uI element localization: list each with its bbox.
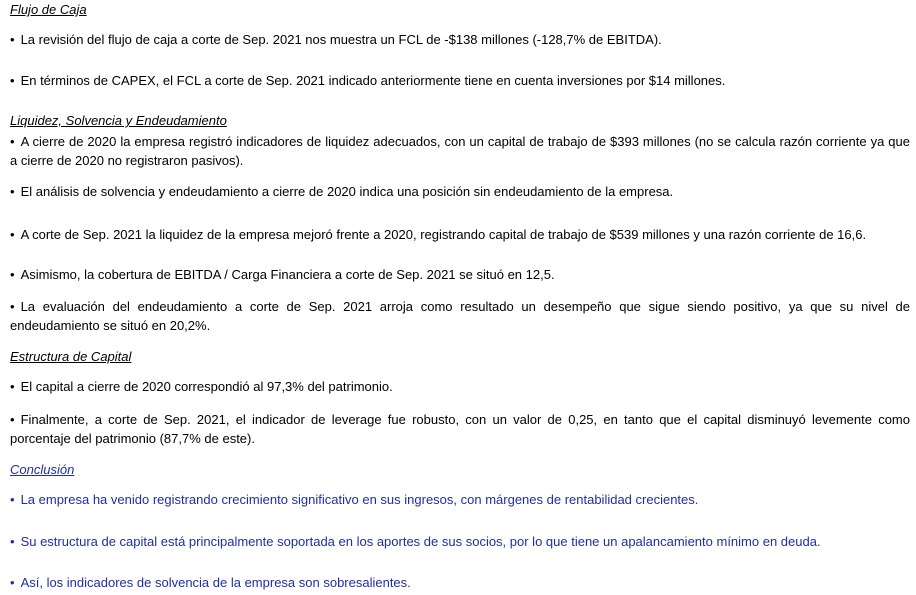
paragraph-liquidez-3 [10, 225, 910, 244]
bullet-marker: • [10, 73, 15, 88]
bullet-marker: • [10, 379, 15, 394]
paragraph-text: La evaluación del endeudamiento a corte de Sep. 2021 arroja como resultado un desempeño que sigue siendo positivo, ya que su nivel de endeudamiento se situó en 20,2%. [10, 299, 910, 333]
bullet-marker: • [10, 492, 15, 507]
paragraph-estructura-1 [10, 377, 910, 396]
paragraph-text: En términos de CAPEX, el FCL a corte de Sep. 2021 indicado anteriormente tiene en cuenta inversiones por $14 millones. [20, 73, 726, 88]
paragraph-flujo-1 [10, 30, 910, 49]
paragraph-text: Así, los indicadores de solvencia de la empresa son sobresalientes. [20, 575, 411, 590]
paragraph-text: El análisis de solvencia y endeudamiento a cierre de 2020 indica una posición sin endeudamiento de la empresa. [20, 184, 674, 199]
paragraph-text: Asimismo, la cobertura de EBITDA / Carga Financiera a corte de Sep. 2021 se situó en 12,5. [20, 267, 555, 282]
paragraph-estructura-2 [10, 410, 910, 448]
paragraph-conclusion-2 [10, 532, 910, 551]
bullet-marker: • [10, 267, 15, 282]
paragraph-text: Finalmente, a corte de Sep. 2021, el indicador de leverage fue robusto, con un valor de 0,25, en tanto que el capital disminuyó levemente como porcentaje del patrimonio (87,7% de este). [10, 412, 910, 446]
paragraph-liquidez-5 [10, 297, 910, 335]
bullet-marker: • [10, 412, 15, 427]
bullet-marker: • [10, 299, 15, 314]
paragraph-flujo-2 [10, 71, 910, 90]
paragraph-text: Su estructura de capital está principalmente soportada en los aportes de sus socios, por lo que tiene un apalancamiento mínimo en deuda. [20, 534, 821, 549]
heading-flujo-de-caja: Flujo de Caja [10, 2, 87, 17]
paragraph-text: A corte de Sep. 2021 la liquidez de la empresa mejoró frente a 2020, registrando capital de trabajo de $539 millones y una razón corriente de 16,6. [20, 227, 867, 242]
heading-conclusion: Conclusión [10, 462, 75, 477]
bullet-marker: • [10, 227, 15, 242]
paragraph-liquidez-2 [10, 182, 910, 201]
bullet-marker: • [10, 534, 15, 549]
bullet-marker: • [10, 32, 15, 47]
paragraph-conclusion-3 [10, 573, 910, 592]
bullet-marker: • [10, 575, 15, 590]
bullet-marker: • [10, 134, 15, 149]
paragraph-text: La revisión del flujo de caja a corte de Sep. 2021 nos muestra un FCL de -$138 millones (-128,7% de EBITDA). [20, 32, 662, 47]
paragraph-text: A cierre de 2020 la empresa registró indicadores de liquidez adecuados, con un capital de trabajo de $393 millones (no se calcula razón corriente ya que a cierre de 2020 no registraron pasivos). [10, 134, 910, 168]
paragraph-text: El capital a cierre de 2020 correspondió al 97,3% del patrimonio. [20, 379, 393, 394]
paragraph-liquidez-1 [10, 132, 910, 170]
paragraph-text: La empresa ha venido registrando crecimiento significativo en sus ingresos, con márgenes de rentabilidad crecientes. [20, 492, 699, 507]
heading-liquidez: Liquidez, Solvencia y Endeudamiento [10, 113, 227, 128]
paragraph-conclusion-1 [10, 490, 910, 509]
bullet-marker: • [10, 184, 15, 199]
paragraph-liquidez-4 [10, 265, 910, 284]
heading-estructura-de-capital: Estructura de Capital [10, 349, 132, 364]
